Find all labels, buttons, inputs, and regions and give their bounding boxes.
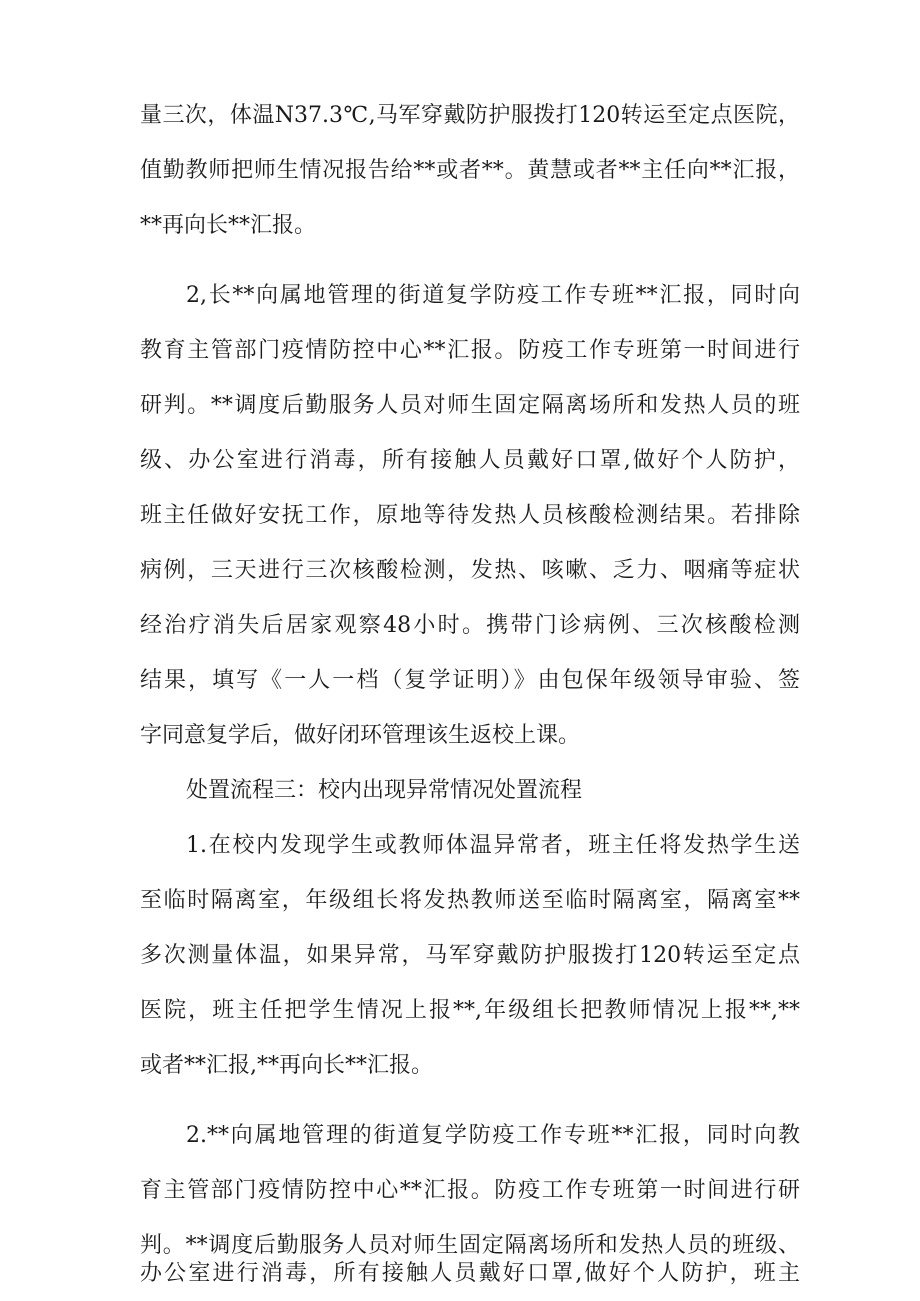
text-line: 字同意复学后，做好闭环管理该生返校上课。 — [140, 723, 581, 748]
text-line: 判。**调度后勤服务人员对师生固定隔离场所和发热人员的班级、 — [140, 1233, 800, 1258]
text-line: 2,长**向属地管理的街道复学防疫工作专班**汇报，同时向 — [186, 283, 800, 308]
text-line: 量三次，体温N37.3℃,马军穿戴防护服拨打120转运至定点医院， — [140, 103, 800, 128]
section-heading: 处置流程三：校内出现异常情况处置流程 — [186, 778, 583, 803]
text-line: 班主任做好安抚工作，原地等待发热人员核酸检测结果。若排除 — [140, 503, 800, 528]
text-line: 结果，填写《一人一档（复学证明）》由包保年级领导审验、签 — [140, 668, 800, 693]
text-line: 2.**向属地管理的街道复学防疫工作专班**汇报，同时向教 — [186, 1123, 800, 1148]
text-line: 教育主管部门疫情防控中心**汇报。防疫工作专班第一时间进行 — [140, 338, 800, 363]
text-line: 育主管部门疫情防控中心**汇报。防疫工作专班第一时间进行研 — [140, 1178, 800, 1203]
text-line: 1.在校内发现学生或教师体温异常者，班主任将发热学生送 — [186, 833, 800, 858]
text-line: 多次测量体温，如果异常，马军穿戴防护服拨打120转运至定点 — [140, 943, 800, 968]
text-line: 研判。**调度后勤服务人员对师生固定隔离场所和发热人员的班 — [140, 393, 800, 418]
text-line: 医院，班主任把学生情况上报**,年级组长把教师情况上报**,** — [140, 998, 800, 1023]
text-line: 办公室进行消毒，所有接触人员戴好口罩,做好个人防护，班主 — [140, 1261, 800, 1286]
text-line: **再向长**汇报。 — [140, 213, 317, 238]
text-line: 经治疗消失后居家观察48小时。携带门诊病例、三次核酸检测 — [140, 613, 800, 638]
text-line: 或者**汇报,**再向长**汇报。 — [140, 1053, 433, 1078]
text-line: 病例，三天进行三次核酸检测，发热、咳嗽、乏力、咽痛等症状 — [140, 558, 800, 583]
text-line: 至临时隔离室，年级组长将发热教师送至临时隔离室，隔离室** — [140, 888, 800, 913]
text-line: 值勤教师把师生情况报告给**或者**。黄慧或者**主任向**汇报， — [140, 158, 800, 183]
text-line: 级、办公室进行消毒，所有接触人员戴好口罩,做好个人防护， — [140, 448, 800, 473]
